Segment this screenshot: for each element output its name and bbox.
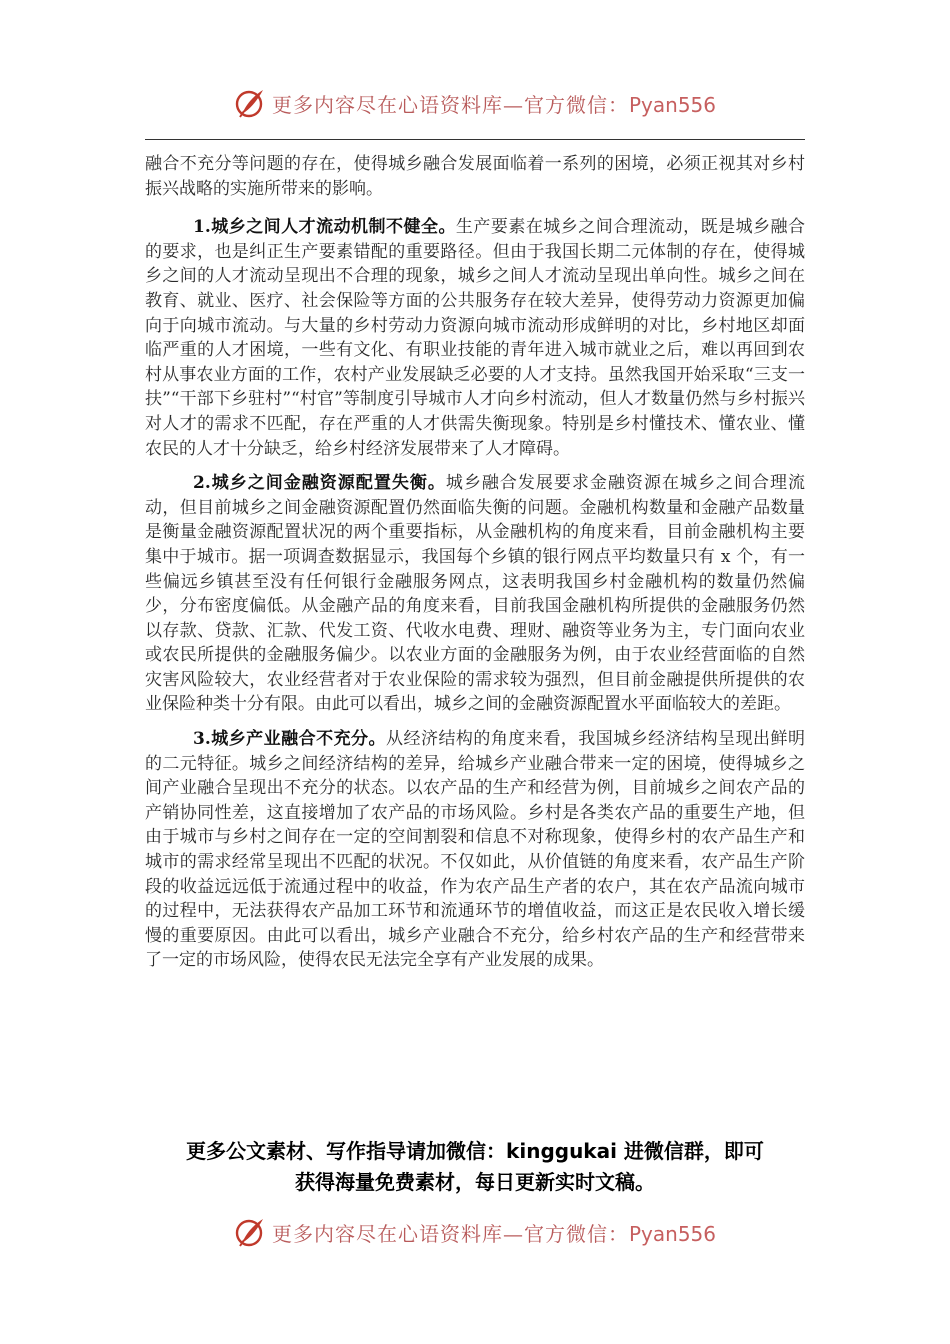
quill-logo-icon	[234, 87, 266, 119]
promo-line-1: 更多公文素材、写作指导请加微信：kinggukai 进微信群，即可	[186, 1139, 764, 1163]
section-2-paragraph	[145, 471, 805, 717]
header-divider	[145, 139, 805, 140]
promo-text	[145, 1136, 805, 1198]
section-3-text: 从经济结构的角度来看，我国城乡经济结构呈现出鲜明的二元特征。城乡之间经济结构的差异，给城乡产业融合带来一定的困境，使得城乡之间产业融合呈现出不充分的状态。以农产品的生产和经营为例，目前城乡之间农产品的产销协同性差，这直接增加了农产品的市场风险。乡村是各类农产品的重要生产地，但由于城市与乡村之间存在一定的空间割裂和信息不对称现象，使得乡村的农产品生产和城市的需求经常呈现出不匹配的状况。不仅如此，从价值链的角度来看，农产品生产阶段的收益远远低于流通过程中的收益，作为农产品生产者的农户，其在农产品流向城市的过程中，无法获得农产品加工环节和流通环节的增值收益，而这正是农民收入增长缓慢的重要原因。由此可以看出，城乡产业融合不充分，给乡村农产品的生产和经营带来了一定的市场风险，使得农民无法完全享有产业发展的成果。	[145, 729, 806, 971]
intro-paragraph: 融合不充分等问题的存在，使得城乡融合发展面临着一系列的困境，必须正视其对乡村振兴战略的实施所带来的影响。	[145, 154, 805, 199]
footer-wechat-id: Pyan556	[628, 1221, 716, 1246]
quill-logo-icon	[234, 1216, 266, 1248]
header-banner	[0, 83, 950, 123]
section-2-text: 城乡融合发展要求金融资源在城乡之间合理流动，但目前城乡之间金融资源配置仍然面临失衡的问题。金融机构数量和金融产品数量是衡量金融资源配置状况的两个重要指标，从金融机构的角度来看，目前金融机构主要集中于城市。据一项调查数据显示，我国每个乡镇的银行网点平均数量只有 x 个，有一些偏远乡镇甚至没有任何银行金融服务网点，这表明我国乡村金融机构的数量仍然偏少，分布密度偏低。从金融产品的角度来看，目前我国金融机构所提供的金融服务仍然以存款、贷款、汇款、代发工资、代收水电费、理财、融资等业务为主，专门面向农业或农民所提供的金融服务偏少。以农业方面的金融服务为例，由于农业经营面临的自然灾害风险较大，农业经营者对于农业保险的需求较为强烈，但目前金融提供所提供的农业保险种类十分有限。由此可以看出，城乡之间的金融资源配置水平面临较大的差距。	[145, 473, 806, 715]
footer-banner	[0, 1212, 950, 1252]
header-wechat-id: Pyan556	[628, 92, 716, 117]
footer-banner-text: 更多内容尽在心语资料库—官方微信：Pyan556	[271, 1221, 716, 1246]
section-2-heading: 2.城乡之间金融资源配置失衡。	[193, 473, 446, 494]
section-1-heading: 1.城乡之间人才流动机制不健全。	[193, 217, 456, 238]
header-banner-text: 更多内容尽在心语资料库—官方微信：Pyan556	[271, 92, 716, 117]
section-1-text: 生产要素在城乡之间合理流动，既是城乡融合的要求，也是纠正生产要素错配的重要路径。但由于我国长期二元体制的存在，使得城乡之间的人才流动呈现出不合理的现象，城乡之间人才流动呈现出单向性。城乡之间在教育、就业、医疗、社会保险等方面的公共服务存在较大差异，使得劳动力资源更加偏向于向城市流动。与大量的乡村劳动力资源向城市流动形成鲜明的对比，乡村地区却面临严重的人才困境，一些有文化、有职业技能的青年进入城市就业之后，难以再回到农村从事农业方面的工作，农村产业发展缺乏必要的人才支持。虽然我国开始采取“三支一扶”“干部下乡驻村”“村官”等制度引导城市人才向乡村流动，但人才数量仍然与乡村振兴对人才的需求不匹配，存在严重的人才供需失衡现象。特别是乡村懂技术、懂农业、懂农民的人才十分缺乏，给乡村经济发展带来了人才障碍。	[145, 217, 806, 459]
promo-line-2: 获得海量免费素材，每日更新实时文稿。	[295, 1170, 655, 1194]
section-3-heading: 3.城乡产业融合不充分。	[193, 729, 387, 750]
section-1-paragraph	[145, 215, 805, 461]
article-body	[145, 152, 805, 973]
section-3-paragraph	[145, 727, 805, 973]
